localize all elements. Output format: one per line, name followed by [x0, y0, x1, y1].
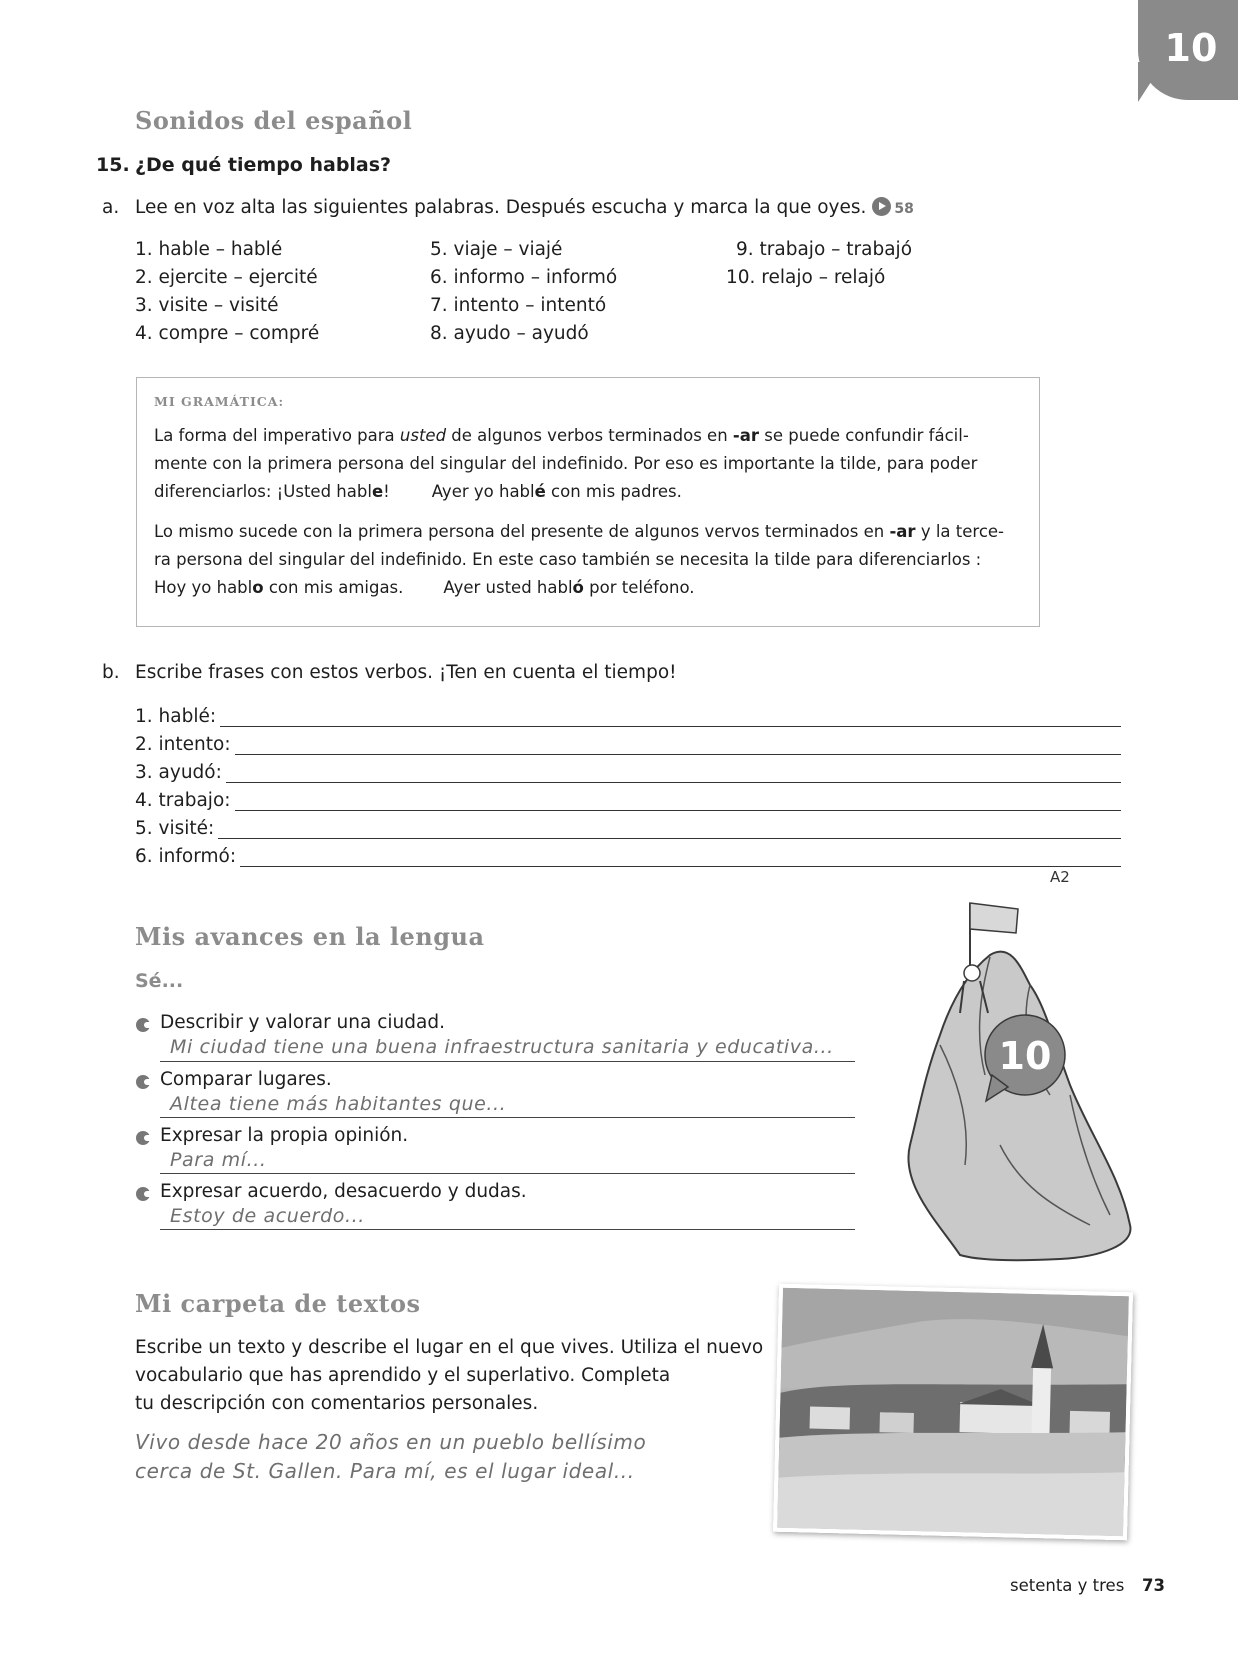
answer-line[interactable]: 1. hablé:: [135, 701, 1121, 727]
section-title-carpeta: Mi carpeta de textos: [135, 1289, 421, 1318]
grammar-p1-line3: diferenciarlos: ¡Usted hable! Ayer yo hablé con mis padres.: [154, 482, 682, 501]
footer-page-words: setenta y tres: [1010, 1576, 1125, 1595]
section-title-sonidos: Sonidos del español: [135, 106, 413, 135]
part-b-letter: b.: [102, 662, 120, 683]
grammar-p2-line3: Hoy yo hablo con mis amigas. Ayer usted habló por teléfono.: [154, 578, 695, 597]
grammar-p1-line2: mente con la primera persona del singular del indefinido. Por eso es importante la tilde, para poder: [154, 454, 978, 473]
word-item: 2. ejercite – ejercité: [135, 267, 318, 288]
skill-example: Para mí...: [170, 1149, 267, 1171]
skill-example: Mi ciudad tiene una buena infraestructura sanitaria y educativa...: [170, 1036, 834, 1058]
word-item: 9. trabajo – trabajó: [736, 239, 913, 260]
skill-rule: [160, 1229, 855, 1230]
word-item: 10. relajo – relajó: [726, 267, 886, 288]
grammar-paragraph-1: [154, 422, 1034, 506]
word-item: 5. viaje – viajé: [430, 239, 563, 260]
section-title-avances: Mis avances en la lengua: [135, 922, 485, 951]
answer-line[interactable]: 6. informó:: [135, 841, 1121, 867]
audio-track-number: 58: [894, 201, 914, 217]
part-a-instruction: Lee en voz alta las siguientes palabras. Después escucha y marca la que oyes.: [135, 197, 867, 218]
bullet-icon: [136, 1131, 150, 1145]
word-item: 3. visite – visité: [135, 295, 279, 316]
word-item: 6. informo – informó: [430, 267, 618, 288]
bullet-icon: [136, 1075, 150, 1089]
skill-label: Expresar acuerdo, desacuerdo y dudas.: [160, 1181, 527, 1202]
answer-line[interactable]: 2. intento:: [135, 729, 1121, 755]
skill-label: Comparar lugares.: [160, 1069, 332, 1090]
bullet-icon: [136, 1018, 150, 1032]
word-item: 8. ayudo – ayudó: [430, 323, 589, 344]
se-label: Sé...: [135, 970, 184, 992]
footer-page-number: 73: [1142, 1576, 1165, 1595]
grammar-box: [136, 377, 1040, 627]
flag-label: A2: [1050, 868, 1070, 886]
bullet-icon: [136, 1187, 150, 1201]
grammar-p2-line2: ra persona del singular del indefinido. En este caso también se necesita la tilde para diferenciarlos :: [154, 550, 982, 569]
part-a-instruction-row: [135, 194, 914, 223]
skill-rule: [160, 1173, 855, 1174]
grammar-p2-line1: Lo mismo sucede con la primera persona del presente de algunos vervos terminados en -ar y la terce-: [154, 522, 1004, 541]
word-item: 1. hable – hablé: [135, 239, 283, 260]
carpeta-example-line: Vivo desde hace 20 años en un pueblo bellísimo: [135, 1430, 647, 1454]
word-item: 7. intento – intentó: [430, 295, 607, 316]
grammar-paragraph-2: [154, 518, 1034, 602]
village-photo: [773, 1284, 1133, 1541]
skill-label: Describir y valorar una ciudad.: [160, 1012, 445, 1033]
unit-badge-number: 10: [1164, 26, 1218, 70]
skill-example: Estoy de acuerdo...: [170, 1205, 365, 1227]
mountain-illustration: [880, 895, 1140, 1265]
carpeta-instruction-line: tu descripción con comentarios personales.: [135, 1393, 539, 1414]
audio-play-icon[interactable]: [872, 197, 891, 216]
part-b-instruction: Escribe frases con estos verbos. ¡Ten en cuenta el tiempo!: [135, 662, 677, 683]
part-a-letter: a.: [102, 197, 120, 218]
answer-line[interactable]: 3. ayudó:: [135, 757, 1121, 783]
exercise-15-title: ¿De qué tiempo hablas?: [135, 154, 392, 176]
word-item: 4. compre – compré: [135, 323, 320, 344]
grammar-p1-line1: La forma del imperativo para usted de algunos verbos terminados en -ar se puede confundir fácil-: [154, 426, 969, 445]
carpeta-instruction-line: vocabulario que has aprendido y el superlativo. Completa: [135, 1365, 671, 1386]
grammar-title: MI GRAMÁTICA:: [154, 394, 285, 409]
skill-rule: [160, 1117, 855, 1118]
answer-line[interactable]: 5. visité:: [135, 813, 1121, 839]
skill-label: Expresar la propia opinión.: [160, 1125, 409, 1146]
bubble-number: 10: [998, 1034, 1052, 1078]
skill-rule: [160, 1061, 855, 1062]
carpeta-example-line: cerca de St. Gallen. Para mí, es el lugar ideal...: [135, 1459, 635, 1483]
answer-line[interactable]: 4. trabajo:: [135, 785, 1121, 811]
skill-example: Altea tiene más habitantes que...: [170, 1093, 507, 1115]
exercise-15-number: 15.: [96, 154, 130, 176]
carpeta-instruction-line: Escribe un texto y describe el lugar en el que vives. Utiliza el nuevo: [135, 1337, 764, 1358]
